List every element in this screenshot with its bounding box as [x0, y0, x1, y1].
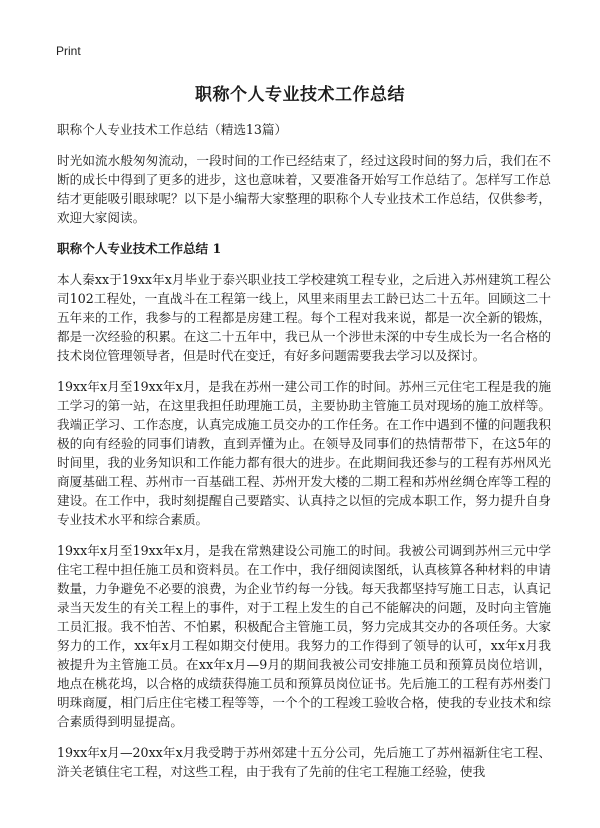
page-title: 职称个人专业技术工作总结 [195, 85, 405, 105]
body-paragraph: 19xx年x月至19xx年x月，是我在常熟建设公司施工的时间。我被公司调到苏州三元中学住宅工程中担任施工员和资料员。在工作中，我仔细阅读图纸，认真核算各种材料的申请数量，力争避免不必要的浪费，为企业节约每一分钱。每天我都坚持写施工日志，认真记录当天发生的有关工程上的事件，对于工程上发生的自己不能解决的问题，及时向主管施工员汇报。我不怕苦、不怕累，积极配合主管施工员，努力完成其交办的各项任务。大家努力的工作，xx年x月工程如期交付使用。我努力的工作得到了领导的认可，xx年x月我被提升为主管施工员。在xx年x月—9月的期间我被公司安排施工员和预算员岗位培训，地点在桃花坞，以合格的成绩获得施工员和预算员岗位证书。先后施工的工程有苏州娄门明珠商厦，相门后庄住宅楼工程等等，一个个的工程竣工验收合格，使我的专业技术和综合素质得到明显提高。 [57, 543, 551, 729]
intro-paragraph: 时光如流水般匆匆流动，一段时间的工作已经结束了，经过这段时间的努力后，我们在不断的成长中得到了更多的进步，这也意味着，又要准备开始写工作总结了。怎样写工作总结才更能吸引眼球呢？以下是小编帮大家整理的职称个人专业技术工作总结，仅供参考，欢迎大家阅读。 [57, 153, 551, 225]
body-paragraph: 本人秦xx于19xx年x月毕业于泰兴职业技工学校建筑工程专业，之后进入苏州建筑工程公司102工程处，一直战斗在工程第一线上，风里来雨里去工龄已达二十五年。回顾这二十五年来的工作，我参与的工程都是房建工程。每个工程对我来说，都是一次全新的锻炼，都是一次经验的积累。在这二十五年中，我已从一个涉世未深的中专生成长为一名合格的技术岗位管理领导者，但是时代在变迁，有好多问题需要我去学习以及探讨。 [57, 272, 551, 363]
print-link[interactable]: Print [56, 44, 81, 58]
article-subtitle: 职称个人专业技术工作总结（精选13篇） [57, 122, 288, 137]
body-paragraph: 19xx年x月—20xx年x月我受聘于苏州郊建十五分公司，先后施工了苏州福新住宅工程、浒关老镇住宅工程，对这些工程，由于我有了先前的住宅工程施工经验，使我 [57, 745, 551, 779]
section-heading: 职称个人专业技术工作总结 1 [57, 241, 222, 256]
body-paragraph: 19xx年x月至19xx年x月，是我在苏州一建公司工作的时间。苏州三元住宅工程是我的施工学习的第一站，在这里我担任助理施工员，主要协助主管施工员对现场的施工放样等。我端正学习、工作态度，认真完成施工员交办的工作任务。在工作中遇到不懂的问题我积极的向有经验的同事们请教，直到弄懂为止。在领导及同事们的热情帮带下，在这5年的时间里，我的业务知识和工作能力都有很大的进步。在此期间我还参与的工程有苏州风光商厦基础工程、苏州市一百基础工程、苏州开发大楼的二期工程和苏州丝绸仓库等工程的建设。在工作中，我时刻提醒自己要踏实、认真持之以恒的完成本职工作，努力提升自身专业技术水平和综合素质。 [57, 379, 551, 527]
article-body [57, 120, 551, 793]
